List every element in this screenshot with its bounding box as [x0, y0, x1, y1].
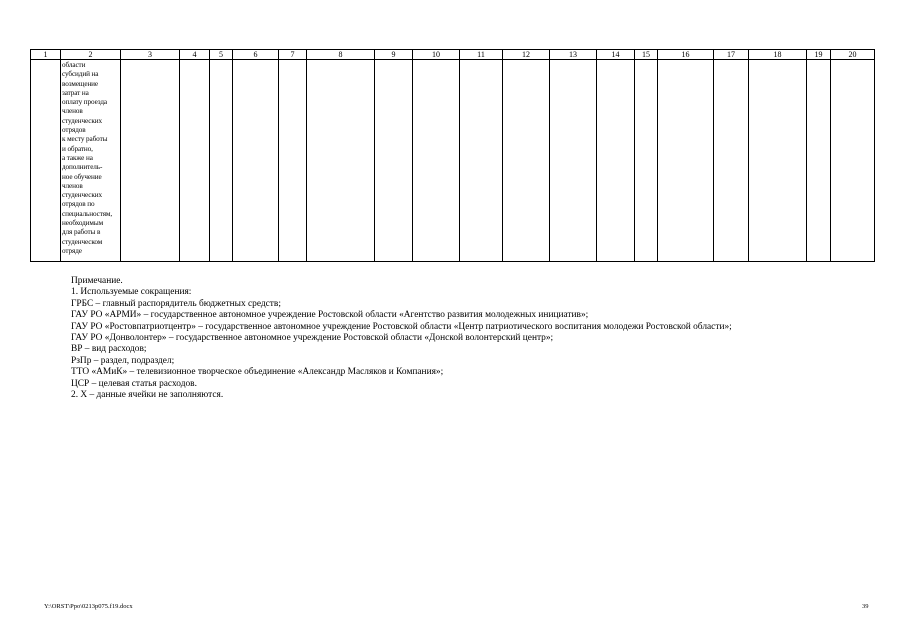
- table-cell: [460, 60, 503, 262]
- table-cell: [121, 60, 180, 262]
- table-cell: [31, 60, 61, 262]
- data-table: [30, 49, 875, 262]
- column-header: 20: [831, 50, 875, 60]
- table-cell: [749, 60, 807, 262]
- table-cell: [180, 60, 210, 262]
- note-line: ГАУ РО «Донволонтер» – государственное автономное учреждение Ростовской области «Донской волонтерский центр»;: [71, 332, 554, 343]
- table-cell: [503, 60, 550, 262]
- table-header-row: [31, 50, 875, 60]
- table-cell: [61, 60, 121, 262]
- note-line: 2. Х – данные ячейки не заполняются.: [71, 389, 224, 400]
- page-number: 39: [862, 603, 869, 610]
- column-header: 13: [550, 50, 597, 60]
- note-line: 1. Используемые сокращения:: [71, 287, 192, 298]
- column-header: 14: [597, 50, 635, 60]
- column-header: 5: [210, 50, 233, 60]
- table-cell: [279, 60, 307, 262]
- column-header: 6: [233, 50, 279, 60]
- footer-file-path: Y:\ORST\Ppo\0213p075.f19.docx: [44, 603, 133, 610]
- table-cell: [307, 60, 375, 262]
- column-header: 15: [635, 50, 658, 60]
- column-header: 3: [121, 50, 180, 60]
- note-line: РзПр – раздел, подраздел;: [71, 355, 175, 366]
- table-cell: [807, 60, 831, 262]
- column-header: 18: [749, 50, 807, 60]
- table-cell: [714, 60, 749, 262]
- column-header: 16: [658, 50, 714, 60]
- table-cell: [413, 60, 460, 262]
- table-cell: [210, 60, 233, 262]
- table-row: [31, 60, 875, 262]
- table-cell: [375, 60, 413, 262]
- column-header: 4: [180, 50, 210, 60]
- column-header: 19: [807, 50, 831, 60]
- table-cell: [597, 60, 635, 262]
- table-cell: [635, 60, 658, 262]
- note-line: ГАУ РО «Ростовпатриотцентр» – государственное автономное учреждение Ростовской области «Центр патриотического воспитания молодежи Ростовской области»;: [71, 321, 732, 332]
- table-cell: [658, 60, 714, 262]
- note-line: ЦСР – целевая статья расходов.: [71, 378, 197, 389]
- note-line: ГРБС – главный распорядитель бюджетных средств;: [71, 298, 281, 309]
- notes-section: [71, 276, 732, 401]
- table-cell: [550, 60, 597, 262]
- column-header: 1: [31, 50, 61, 60]
- note-line: ГАУ РО «АРМИ» – государственное автономное учреждение Ростовской области «Агентство развития молодежных инициатив»;: [71, 310, 589, 321]
- column-header: 12: [503, 50, 550, 60]
- column-header: 9: [375, 50, 413, 60]
- column-header: 7: [279, 50, 307, 60]
- notes-title: Примечание.: [71, 276, 123, 286]
- column-header: 2: [61, 50, 121, 60]
- note-line: ТТО «АМиК» – телевизионное творческое объединение «Александр Масляков и Компания»;: [71, 367, 444, 378]
- column-header: 8: [307, 50, 375, 60]
- column-header: 10: [413, 50, 460, 60]
- column-header: 17: [714, 50, 749, 60]
- table-cell: [233, 60, 279, 262]
- column-header: 11: [460, 50, 503, 60]
- table-cell: [831, 60, 875, 262]
- note-line: ВР – вид расходов;: [71, 344, 147, 355]
- row-description: области субсидий на возмещение затрат на оплату проезда членов студенческих отрядов к месту работы и обратно, а также на дополнитель- ное обучение членов студенческих отрядов по специальностям, необходимым для работы в студенческом отряде: [62, 61, 113, 255]
